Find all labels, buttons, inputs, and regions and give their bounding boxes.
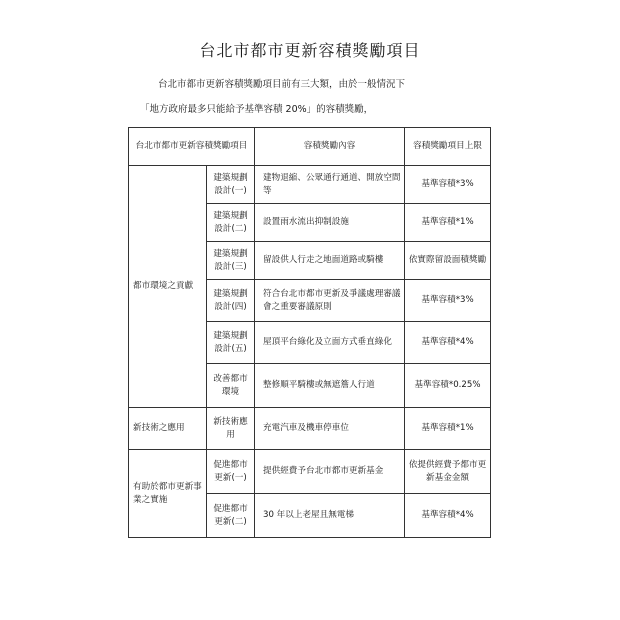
content-cell: 留設供人行走之地面道路或騎樓	[255, 242, 405, 280]
header-item: 台北市都市更新容積獎勵項目	[129, 128, 255, 166]
limit-cell: 基準容積*3%	[405, 166, 491, 204]
document-title: 台北市都市更新容積獎勵項目	[199, 41, 421, 60]
item-cell: 新技術應用	[207, 408, 255, 450]
content-cell: 建物退縮、公眾通行通道、開放空間等	[255, 166, 405, 204]
intro-line-1: 台北市都市更新容積獎勵項目前有三大類，由於一般情況下	[158, 79, 406, 90]
limit-cell: 基準容積*4%	[405, 322, 491, 364]
table-header-row	[129, 128, 491, 166]
item-cell: 改善都市環境	[207, 364, 255, 408]
header-limit: 容積獎勵項目上限	[405, 128, 491, 166]
limit-cell: 依提供經費予都市更新基金金額	[405, 450, 491, 494]
limit-cell: 基準容積*1%	[405, 204, 491, 242]
limit-cell: 基準容積*3%	[405, 280, 491, 322]
limit-cell: 依實際留設面積獎勵	[405, 242, 491, 280]
bonus-table	[128, 127, 491, 538]
limit-cell: 基準容積*1%	[405, 408, 491, 450]
limit-cell: 基準容積*0.25%	[405, 364, 491, 408]
content-cell: 屋頂平台綠化及立面方式垂直綠化	[255, 322, 405, 364]
content-cell: 提供經費予台北市都市更新基金	[255, 450, 405, 494]
category-cell: 新技術之應用	[129, 408, 207, 450]
item-cell: 建築規劃設計(五)	[207, 322, 255, 364]
content-cell: 30 年以上老屋且無電梯	[255, 494, 405, 538]
content-cell: 充電汽車及機車停車位	[255, 408, 405, 450]
item-cell: 促進都市更新(二)	[207, 494, 255, 538]
item-cell: 建築規劃設計(四)	[207, 280, 255, 322]
header-content: 容積獎勵內容	[255, 128, 405, 166]
table-row	[129, 450, 491, 494]
item-cell: 建築規劃設計(三)	[207, 242, 255, 280]
category-cell: 有助於都市更新事業之實施	[129, 450, 207, 538]
category-cell: 都市環境之貢獻	[129, 166, 207, 408]
table-row	[129, 166, 491, 204]
content-cell: 設置雨水流出抑制設施	[255, 204, 405, 242]
intro-line-2: 「地方政府最多只能給予基準容積 20%」的容積獎勵，	[140, 104, 374, 115]
item-cell: 建築規劃設計(二)	[207, 204, 255, 242]
limit-cell: 基準容積*4%	[405, 494, 491, 538]
content-cell: 整修順平騎樓或無遮簷人行道	[255, 364, 405, 408]
content-cell: 符合台北市都市更新及爭議處理審議會之重要審議原則	[255, 280, 405, 322]
item-cell: 建築規劃設計(一)	[207, 166, 255, 204]
item-cell: 促進都市更新(一)	[207, 450, 255, 494]
table-row	[129, 408, 491, 450]
